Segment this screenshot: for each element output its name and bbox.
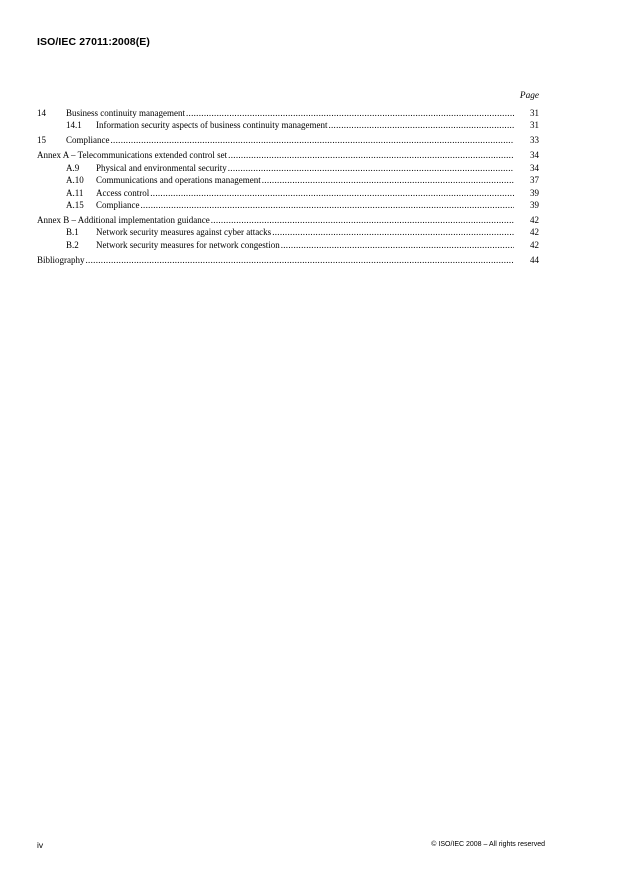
toc-leader-dots bbox=[228, 162, 514, 174]
toc-leader-dots bbox=[281, 239, 514, 251]
toc-entry-number: 14 bbox=[37, 108, 46, 118]
toc-leader-dots bbox=[211, 214, 514, 226]
toc-entry-page: 33 bbox=[530, 135, 539, 146]
toc-entry-page: 34 bbox=[530, 150, 539, 161]
toc-entry-number: 14.1 bbox=[66, 120, 82, 131]
toc-entry-page: 34 bbox=[530, 162, 539, 173]
toc-leader-dots bbox=[272, 226, 514, 238]
toc-entry-page: 42 bbox=[530, 239, 539, 250]
toc-entry-title: Annex A – Telecommunications extended control set bbox=[37, 150, 228, 161]
toc-entry-page: 31 bbox=[530, 108, 539, 118]
toc-entry-14-1[interactable] bbox=[37, 119, 539, 131]
toc-entry-title: Access control bbox=[96, 187, 150, 198]
toc-leader-dots bbox=[150, 187, 514, 199]
toc-entry-annex-b[interactable] bbox=[37, 214, 539, 226]
toc-leader-dots bbox=[228, 149, 514, 161]
toc-entry-page: 31 bbox=[530, 120, 539, 131]
toc-entry-bibliography[interactable] bbox=[37, 254, 539, 266]
table-of-contents bbox=[37, 107, 539, 266]
toc-entry-number: A.15 bbox=[66, 199, 84, 210]
toc-entry-number: A.10 bbox=[66, 175, 84, 186]
toc-leader-dots bbox=[141, 199, 515, 211]
toc-entry-title: Compliance bbox=[66, 135, 110, 146]
toc-entry-number: 15 bbox=[37, 135, 46, 146]
toc-entry-page: 37 bbox=[530, 175, 539, 186]
toc-entry-title: Physical and environmental security bbox=[96, 162, 227, 173]
toc-entry-title: Annex B – Additional implementation guidance bbox=[37, 214, 210, 225]
toc-entry-title: Bibliography bbox=[37, 254, 85, 265]
document-header-title: ISO/IEC 27011:2008(E) bbox=[37, 36, 150, 48]
toc-entry-b-1[interactable] bbox=[37, 226, 539, 238]
toc-entry-a-9[interactable] bbox=[37, 162, 539, 174]
toc-entry-title: Compliance bbox=[96, 199, 140, 210]
toc-entry-number: B.2 bbox=[66, 239, 79, 250]
toc-entry-15[interactable] bbox=[37, 134, 539, 146]
toc-entry-title: Business continuity management bbox=[66, 108, 185, 118]
toc-entry-b-2[interactable] bbox=[37, 239, 539, 251]
toc-entry-title: Information security aspects of business continuity management bbox=[96, 120, 328, 131]
toc-leader-dots bbox=[186, 107, 514, 119]
toc-entry-title: Network security measures against cyber attacks bbox=[96, 227, 272, 238]
footer-page-number: iv bbox=[37, 840, 44, 850]
toc-entry-title: Network security measures for network congestion bbox=[96, 239, 280, 250]
toc-entry-number: A.11 bbox=[66, 187, 84, 198]
toc-entry-number: B.1 bbox=[66, 227, 79, 238]
toc-leader-dots bbox=[328, 119, 514, 131]
toc-leader-dots bbox=[262, 174, 514, 186]
toc-page-column-heading: Page bbox=[519, 91, 539, 101]
toc-entry-annex-a[interactable] bbox=[37, 149, 539, 161]
toc-entry-a-10[interactable] bbox=[37, 174, 539, 186]
toc-entry-title: Communications and operations management bbox=[96, 175, 261, 186]
toc-entry-page: 42 bbox=[530, 214, 539, 225]
toc-entry-page: 44 bbox=[530, 254, 539, 265]
toc-leader-dots bbox=[111, 134, 515, 146]
toc-entry-14[interactable] bbox=[37, 107, 539, 119]
toc-entry-number: A.9 bbox=[66, 162, 80, 173]
toc-entry-page: 39 bbox=[530, 187, 539, 198]
footer-copyright: © ISO/IEC 2008 – All rights reserved bbox=[431, 841, 545, 848]
toc-entry-page: 42 bbox=[530, 227, 539, 238]
toc-entry-a-15[interactable] bbox=[37, 199, 539, 211]
toc-leader-dots bbox=[86, 254, 515, 266]
toc-entry-a-11[interactable] bbox=[37, 187, 539, 199]
toc-entry-page: 39 bbox=[530, 199, 539, 210]
